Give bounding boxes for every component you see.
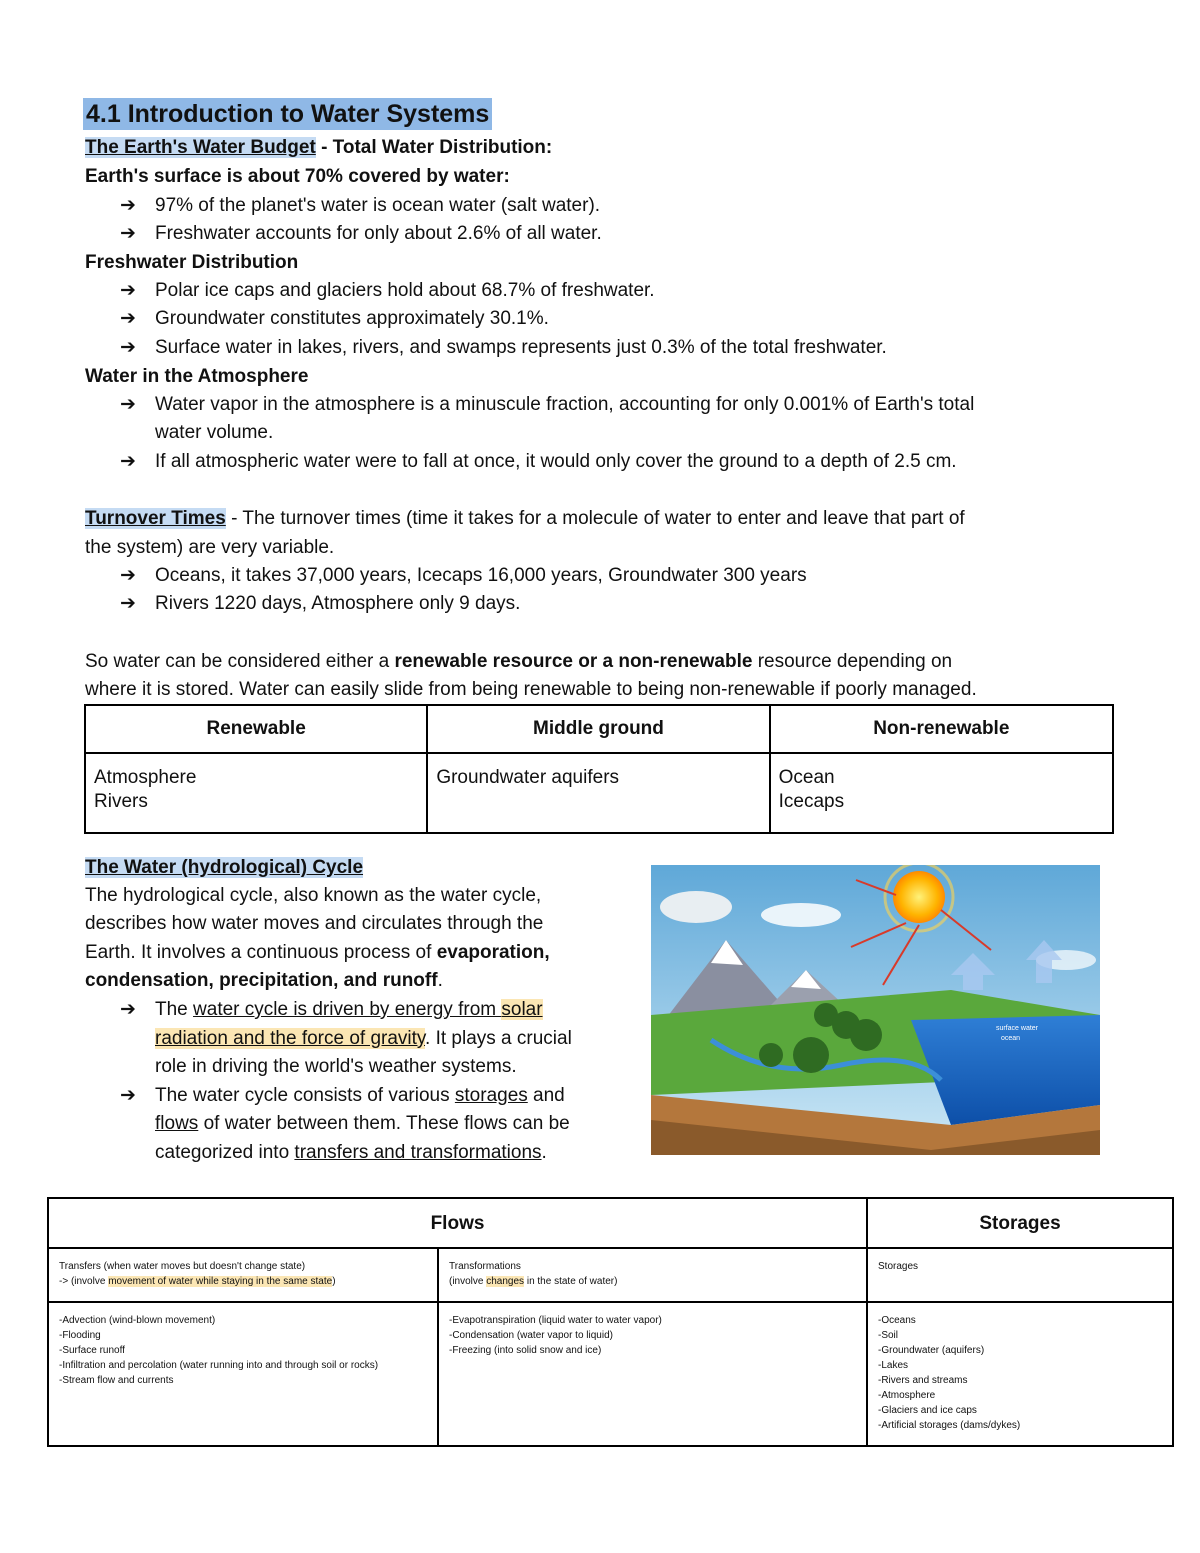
table-cell: Ocean Icecaps xyxy=(770,753,1113,833)
arrow-bullet-icon: ➔ xyxy=(120,308,136,329)
arrow-bullet-icon: ➔ xyxy=(120,280,136,301)
sun-icon xyxy=(893,871,945,923)
table-header: Non-renewable xyxy=(770,705,1113,753)
table-cell: Groundwater aquifers xyxy=(427,753,769,833)
turnover-heading-link[interactable]: Turnover Times xyxy=(85,508,226,529)
arrow-bullet-icon: ➔ xyxy=(120,337,136,358)
table-cell: -Advection (wind-blown movement) -Flooding -Surface runoff -Infiltration and percolation (water running into and through soil or rocks) -Stream flow and currents xyxy=(48,1302,438,1446)
atmosphere-heading: Water in the Atmosphere xyxy=(85,366,309,387)
document-page: 4.1 Introduction to Water Systems The Earth's Water Budget - Total Water Distribution: Earth's surface is about 70% covered by water: ➔ 97% of the planet's water is ocean water (salt water). ➔ Freshwater accounts for only about 2.6% of all water. Freshwater Distribution ➔ Polar ice caps and glaciers hold about 68.7% of freshwater. ➔ Groundwater constitutes approximately 30.1%. ➔ Surface water in lakes, rivers, and swamps represents just 0.3% of the total freshwater. Water in the Atmosphere ➔ Water vapor in the atmosphere is a minuscule fraction, accounting for only 0.001% of Earth's total water volume. ➔ If all atmospheric water were to fall at once, it would only cover the ground to a depth of 2.5 cm. Turnover Times - The turnover times (time it takes for a molecule of water to enter and leave that part of the system) are very variable. ➔ Oceans, it takes 37,000 years, Icecaps 16,000 years, Groundwater 300 years ➔ Rivers 1220 days, Atmosphere only 9 days. So water can be considered either a renewable resource or a non-renewable resource depending on where it is stored. Water can easily slide from being renewable to being non-renewable if poorly managed. Renewable Middle ground Non-renewable Atmosphere Rivers Groundwater aquifers Ocean Icecaps The Water (hydrological) Cycle The hydrological cycle, also known as the water cycle, describes how water moves and circulates through the Earth. It involves a continuous process of evaporation, condensation, precipitation, and runoff. ➔ The water cycle is driven by energy from solar radiation and the force of gravity. It plays a crucial role in driving the world's weather systems. ➔ The water cycle consists of various storages and flows of water between them. These flows can be categorized into transfers and transformations. ocean surface water Flows Storages Transfers (when water moves but doesn't change state) -> (involve movement of water while staying in the same state) Transformations (involve changes in the state of water) Storages -Advection (wind-blown movement) -Flooding -Surface runoff -Infiltration and percolation (water running into and through soil or rocks) -Stream flow and currents -Evapotranspiration (liquid water to water vapor) -Condensation (water vapor to liquid) -Freezing (into solid snow and ice) -Oceans -Soil -Groundwater (aquifers) -Lakes -Rivers and streams -Atmosphere -Glaciers and ice caps -Artificial storages (dams/dykes) xyxy=(0,0,1200,1553)
budget-heading: The Earth's Water Budget - Total Water Distribution: xyxy=(85,137,553,158)
cycle-paragraph: describes how water moves and circulates through the xyxy=(85,913,544,934)
cycle-heading xyxy=(85,854,363,882)
page-title: 4.1 Introduction to Water Systems xyxy=(83,98,492,130)
table-header: Storages xyxy=(867,1198,1173,1248)
table-header: Flows xyxy=(48,1198,867,1248)
arrow-bullet-icon: ➔ xyxy=(120,999,136,1020)
arrow-bullet-icon: ➔ xyxy=(120,394,136,415)
renewable-table xyxy=(84,704,1114,834)
water-cycle-diagram xyxy=(651,865,1100,1155)
budget-heading-link[interactable]: The Earth's Water Budget xyxy=(85,137,316,158)
arrow-bullet-icon: ➔ xyxy=(120,1085,136,1106)
arrow-bullet-icon: ➔ xyxy=(120,223,136,244)
renewable-paragraph: So water can be considered either a renewable resource or a non-renewable resource depending on xyxy=(85,651,953,672)
arrow-bullet-icon: ➔ xyxy=(120,451,136,472)
table-header: Renewable xyxy=(85,705,427,753)
renewable-paragraph-line2: where it is stored. Water can easily slide from being renewable to being non-renewable if poorly managed. xyxy=(85,679,977,700)
table-cell: Transfers (when water moves but doesn't change state) -> (involve movement of water while staying in the same state) xyxy=(48,1248,438,1302)
table-cell: -Evapotranspiration (liquid water to water vapor) -Condensation (water vapor to liquid) -Freezing (into solid snow and ice) xyxy=(438,1302,867,1446)
cloud-icon xyxy=(761,903,841,927)
table-cell: -Oceans -Soil -Groundwater (aquifers) -Lakes -Rivers and streams -Atmosphere -Glaciers and ice caps -Artificial storages (dams/dykes) xyxy=(867,1302,1173,1446)
arrow-bullet-icon: ➔ xyxy=(120,195,136,216)
cycle-paragraph: The hydrological cycle, also known as the water cycle, xyxy=(85,885,542,906)
svg-text:surface water: surface water xyxy=(996,1025,1039,1032)
turnover-paragraph-line2: the system) are very variable. xyxy=(85,537,335,558)
table-cell: Transformations (involve changes in the state of water) xyxy=(438,1248,867,1302)
freshwater-heading: Freshwater Distribution xyxy=(85,252,299,273)
svg-text:ocean: ocean xyxy=(1001,1035,1021,1042)
turnover-paragraph: Turnover Times - The turnover times (time it takes for a molecule of water to enter and leave that part of xyxy=(85,508,965,529)
surface-text: Earth's surface is about 70% covered by water: xyxy=(85,166,510,187)
cycle-heading-link[interactable]: The Water (hydrological) Cycle xyxy=(85,857,364,878)
arrow-bullet-icon: ➔ xyxy=(120,593,136,614)
table-header: Middle ground xyxy=(427,705,769,753)
table-cell: Atmosphere Rivers xyxy=(85,753,427,833)
arrow-bullet-icon: ➔ xyxy=(120,565,136,586)
cycle-paragraph: condensation, precipitation, and runoff. xyxy=(85,970,443,991)
cloud-icon xyxy=(660,891,732,923)
table-cell: Storages xyxy=(867,1248,1173,1302)
cycle-paragraph: Earth. It involves a continuous process of evaporation, xyxy=(85,942,550,963)
flows-storages-table xyxy=(47,1197,1174,1447)
